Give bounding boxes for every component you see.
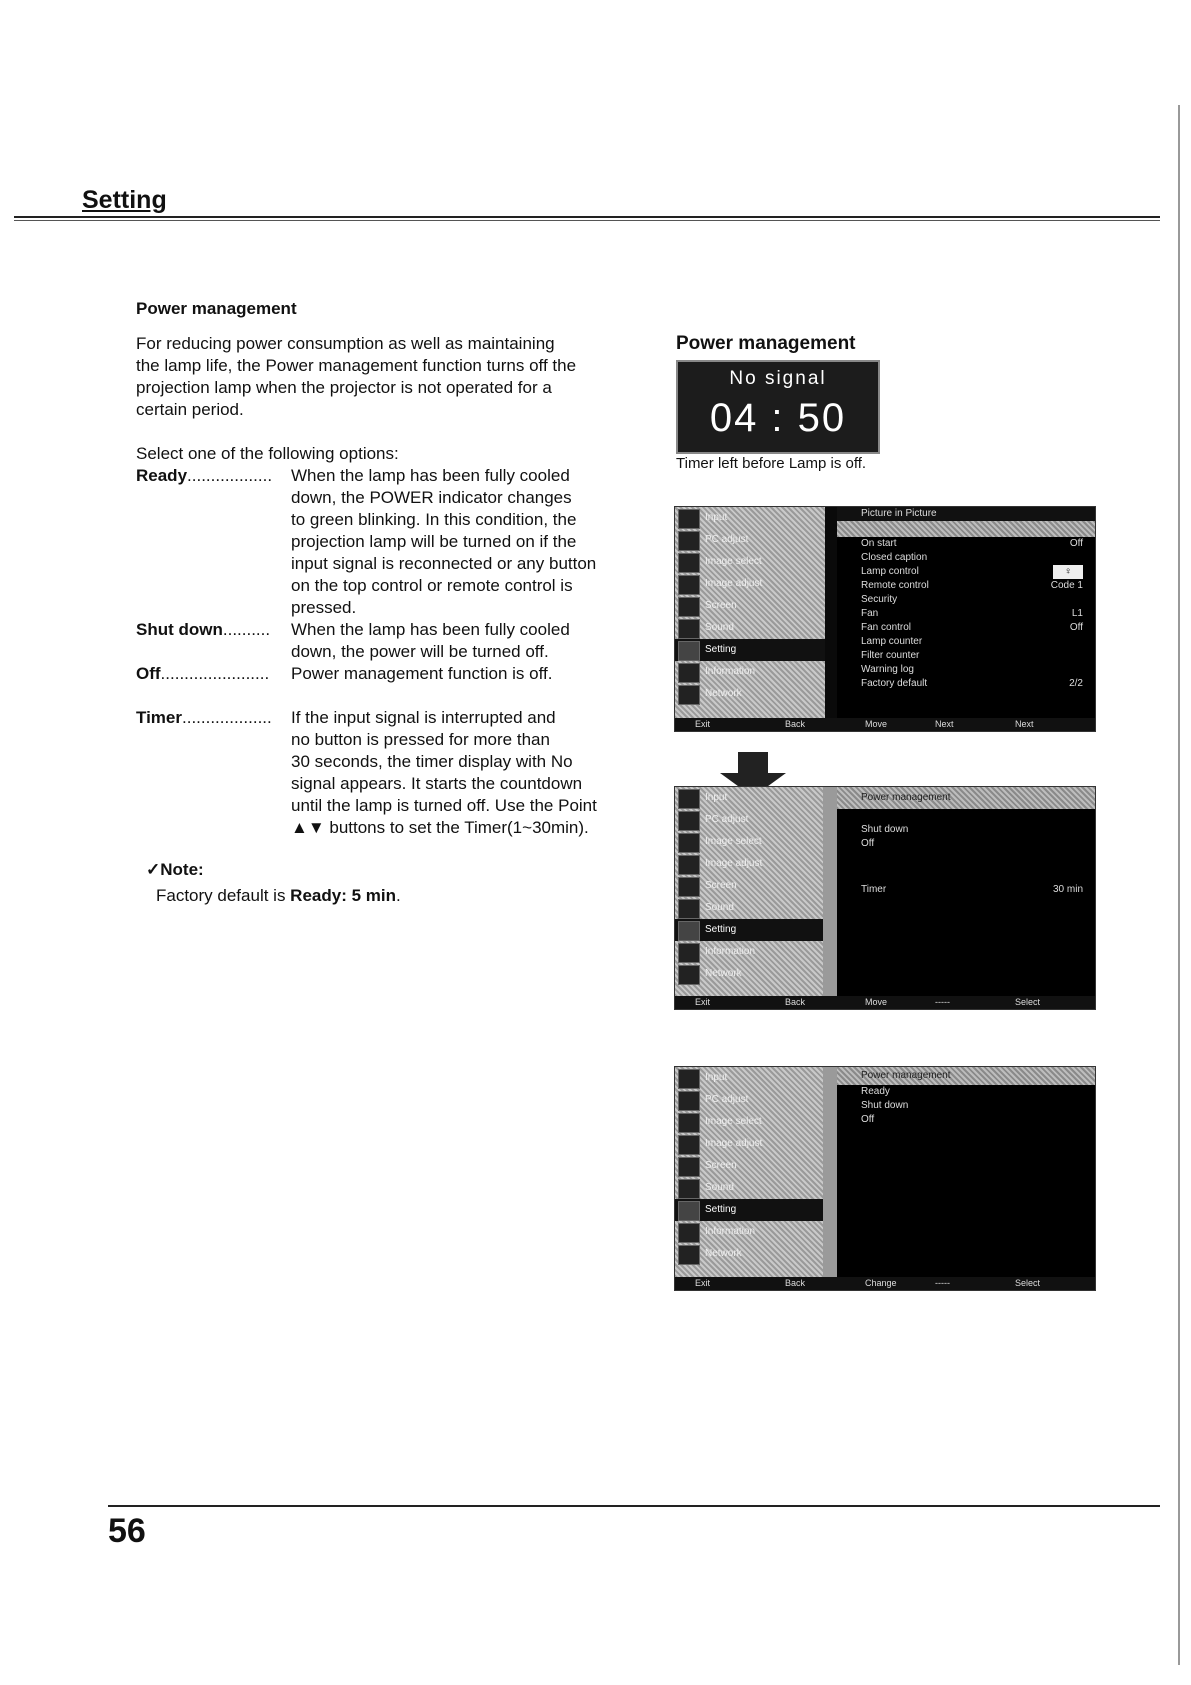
note-text: Factory default is <box>156 886 291 905</box>
panel-spacer <box>837 809 1095 823</box>
desc-line: input signal is reconnected or any button <box>291 554 597 573</box>
network-icon <box>678 965 700 985</box>
term-dots: ....................... <box>160 664 270 683</box>
term-dots: ................... <box>182 708 272 727</box>
sidebar-label: PC adjust <box>705 534 749 545</box>
row-label: Lamp counter <box>861 636 923 647</box>
desc-line: When the lamp has been fully cooled <box>291 620 570 639</box>
menu-row[interactable] <box>837 635 1095 649</box>
sidebar-item-sound[interactable] <box>675 617 825 639</box>
intro-paragraph <box>136 333 656 421</box>
input-icon <box>678 509 700 529</box>
row-label: Filter counter <box>861 650 920 661</box>
row-label: Factory default <box>861 678 928 689</box>
sidebar-item-image-adjust[interactable] <box>675 1133 825 1155</box>
desc-line: If the input signal is interrupted and <box>291 708 556 727</box>
sidebar-label: Input <box>705 512 728 523</box>
menu-panel <box>823 1067 1095 1277</box>
row-value: Code 1 <box>1050 580 1083 591</box>
sidebar-item-sound[interactable] <box>675 1177 825 1199</box>
sidebar-label: Image select <box>705 556 762 567</box>
desc-line: When the lamp has been fully cooled <box>291 466 570 485</box>
menu-row[interactable] <box>837 593 1095 607</box>
row-label: Closed caption <box>861 552 928 563</box>
footer-back: Back <box>785 997 806 1007</box>
desc-line: down, the POWER indicator changes <box>291 488 572 507</box>
row-label: Ready <box>861 1086 890 1097</box>
sidebar-item-network[interactable] <box>675 1243 825 1265</box>
row-label: Security <box>861 594 898 605</box>
sidebar-item-pc-adjust[interactable] <box>675 529 825 551</box>
desc-line: down, the power will be turned off. <box>291 642 549 661</box>
menu-row[interactable] <box>837 551 1095 565</box>
sidebar-label: Network <box>705 968 742 979</box>
option-desc-shutdown <box>291 619 631 663</box>
sidebar-label: Information <box>705 946 756 957</box>
sidebar-item-information[interactable] <box>675 1221 825 1243</box>
screen-icon <box>678 597 700 617</box>
menu-panel <box>823 787 1095 996</box>
footer-exit: Exit <box>695 997 711 1007</box>
menu-screenshot-power-management-options <box>674 1066 1096 1291</box>
row-label: Warning log <box>861 664 914 675</box>
menu-row[interactable] <box>837 565 1095 579</box>
sidebar-label: Network <box>705 1248 742 1259</box>
panel-spacer <box>837 851 1095 883</box>
footer-select: Next <box>1015 719 1034 729</box>
note-bold-value: Ready: 5 min <box>290 886 396 905</box>
panel-heading: Power management <box>837 1067 1095 1085</box>
image-select-icon <box>678 1113 700 1133</box>
row-label: Remote control <box>861 580 929 591</box>
select-text: Select one of the following options: <box>136 444 399 463</box>
row-label: Shut down <box>861 1100 909 1111</box>
option-term-timer <box>136 707 291 729</box>
sidebar-item-screen[interactable] <box>675 1155 825 1177</box>
header-rule-thin <box>14 220 1160 221</box>
menu-screenshot-power-management <box>674 786 1096 1010</box>
footer-next: Next <box>935 719 954 729</box>
sidebar-item-information[interactable] <box>675 661 825 683</box>
sidebar-label: Screen <box>705 1160 737 1171</box>
sidebar-label: Setting <box>705 1204 737 1215</box>
setting-icon <box>678 921 700 941</box>
menu-sidebar <box>675 787 825 996</box>
option-desc-timer <box>291 707 631 839</box>
setting-icon <box>678 1201 700 1221</box>
footer-next: ----- <box>935 997 950 1007</box>
sidebar-item-image-adjust[interactable] <box>675 853 825 875</box>
menu-row[interactable] <box>837 837 1095 851</box>
desc-line: on the top control or remote control is <box>291 576 573 595</box>
section-heading: Power management <box>136 299 297 318</box>
sidebar-item-information[interactable] <box>675 941 825 963</box>
desc-line: to green blinking. In this condition, the <box>291 510 577 529</box>
sidebar-label: Network <box>705 688 742 699</box>
sidebar-label: PC adjust <box>705 814 749 825</box>
desc-line: signal appears. It starts the countdown <box>291 774 583 793</box>
no-signal-label: No signal <box>729 368 827 389</box>
row-label: Shut down <box>861 824 909 835</box>
row-value: Off <box>1069 538 1083 549</box>
sidebar-item-screen[interactable] <box>675 875 825 897</box>
desc-line: ▲▼ buttons to set the Timer(1~30min). <box>291 818 589 837</box>
input-icon <box>678 789 700 809</box>
sidebar-label: Input <box>705 792 728 803</box>
menu-row[interactable] <box>837 823 1095 837</box>
pc-adjust-icon <box>678 1091 700 1111</box>
desc-line: until the lamp is turned off. Use the Point <box>291 796 597 815</box>
intro-line: the lamp life, the Power management function turns off the <box>136 356 577 375</box>
network-icon <box>678 685 700 705</box>
term-label: Ready <box>136 466 188 485</box>
intro-line: For reducing power consumption as well as maintaining <box>136 334 555 353</box>
sidebar-item-image-select[interactable] <box>675 831 825 853</box>
sidebar-item-input[interactable] <box>675 1067 825 1089</box>
menu-footer <box>675 1277 1095 1290</box>
sidebar-item-input[interactable] <box>675 507 825 529</box>
sidebar-label: Information <box>705 1226 756 1237</box>
down-arrow-stem <box>738 752 768 774</box>
menu-footer <box>675 718 1095 731</box>
lamp-control-icon: ♀ <box>1053 565 1083 579</box>
menu-row[interactable] <box>837 1085 1095 1099</box>
panel-heading: Power management <box>837 787 1095 809</box>
sidebar-item-network[interactable] <box>675 683 825 705</box>
term-label: Timer <box>136 708 182 727</box>
footer-change: Change <box>865 1278 897 1288</box>
countdown-timer: 04 : 50 <box>709 396 847 440</box>
information-icon <box>678 663 700 683</box>
term-label: Off <box>136 664 161 683</box>
sound-icon <box>678 1179 700 1199</box>
osd-title: Power management <box>676 333 856 354</box>
image-select-icon <box>678 833 700 853</box>
sidebar-label: Image adjust <box>705 1138 763 1149</box>
page-header-title: Setting <box>82 186 167 214</box>
menu-row[interactable] <box>837 677 1095 691</box>
row-label: Off <box>861 838 875 849</box>
page-edge-line <box>1178 105 1180 1665</box>
sidebar-label: PC adjust <box>705 1094 749 1105</box>
sidebar-item-setting[interactable] <box>675 639 825 661</box>
sidebar-item-network[interactable] <box>675 963 825 985</box>
sidebar-label: Input <box>705 1072 728 1083</box>
sidebar-label: Screen <box>705 600 737 611</box>
row-value: 2/2 <box>1069 678 1083 689</box>
menu-row[interactable] <box>837 607 1095 621</box>
note-suffix: . <box>395 886 401 905</box>
information-icon <box>678 943 700 963</box>
footer-exit: Exit <box>695 1278 711 1288</box>
row-label: Fan <box>861 608 879 619</box>
panel-heading: Picture in Picture <box>837 507 1095 521</box>
sidebar-item-screen[interactable] <box>675 595 825 617</box>
input-icon <box>678 1069 700 1089</box>
footer-next: ----- <box>935 1278 950 1288</box>
row-label: Lamp control <box>861 566 919 577</box>
note-body <box>156 886 401 906</box>
pc-adjust-icon <box>678 811 700 831</box>
panel-heading-pattern <box>837 521 1095 537</box>
sidebar-label: Setting <box>705 924 737 935</box>
pc-adjust-icon <box>678 531 700 551</box>
header-rule <box>14 216 1160 218</box>
footer-move: Move <box>865 997 888 1007</box>
footer-select: Select <box>1015 997 1041 1007</box>
sidebar-item-setting[interactable] <box>675 1199 825 1221</box>
footer-back: Back <box>785 719 806 729</box>
desc-line: pressed. <box>291 598 357 617</box>
menu-row[interactable] <box>837 1113 1095 1127</box>
menu-row[interactable] <box>837 621 1095 635</box>
menu-panel <box>837 507 1095 718</box>
row-label: Off <box>861 1114 875 1125</box>
option-term-off <box>136 663 291 685</box>
menu-footer <box>675 996 1095 1009</box>
menu-row[interactable] <box>837 649 1095 663</box>
menu-row[interactable] <box>837 1099 1095 1113</box>
menu-screenshot-setting <box>674 506 1096 732</box>
row-label: Timer <box>861 884 887 895</box>
image-adjust-icon <box>678 1135 700 1155</box>
image-adjust-icon <box>678 575 700 595</box>
sidebar-label: Image adjust <box>705 578 763 589</box>
sound-icon <box>678 619 700 639</box>
option-desc-ready <box>291 465 631 619</box>
sidebar-label: Sound <box>705 622 734 633</box>
footer-back: Back <box>785 1278 806 1288</box>
desc-line: no button is pressed for more than <box>291 730 550 749</box>
intro-line: projection lamp when the projector is not operated for a <box>136 378 552 397</box>
image-select-icon <box>678 553 700 573</box>
page-number: 56 <box>108 1512 146 1550</box>
row-value: 30 min <box>1052 884 1083 895</box>
term-label: Shut down <box>136 620 223 639</box>
desc-line: projection lamp will be turned on if the <box>291 532 577 551</box>
menu-row[interactable] <box>837 579 1095 593</box>
image-adjust-icon <box>678 855 700 875</box>
desc-line: Power management function is off. <box>291 664 553 683</box>
network-icon <box>678 1245 700 1265</box>
sidebar-label: Setting <box>705 644 737 655</box>
intro-line: certain period. <box>136 400 244 419</box>
option-term-shutdown <box>136 619 291 641</box>
menu-sidebar <box>675 507 825 718</box>
footer-rule <box>108 1505 1160 1507</box>
screen-icon <box>678 1157 700 1177</box>
timer-caption: Timer left before Lamp is off. <box>676 455 867 472</box>
sound-icon <box>678 899 700 919</box>
sidebar-label: Information <box>705 666 756 677</box>
footer-exit: Exit <box>695 719 711 729</box>
row-label: Fan control <box>861 622 912 633</box>
option-desc-off <box>291 663 631 685</box>
sidebar-item-image-select[interactable] <box>675 1111 825 1133</box>
option-term-ready <box>136 465 291 487</box>
sidebar-item-image-adjust[interactable] <box>675 573 825 595</box>
information-icon <box>678 1223 700 1243</box>
sidebar-label: Image select <box>705 1116 762 1127</box>
menu-row[interactable] <box>837 663 1095 677</box>
footer-move: Move <box>865 719 888 729</box>
term-dots: .................. <box>187 466 273 485</box>
sidebar-item-setting[interactable] <box>675 919 825 941</box>
sidebar-item-input[interactable] <box>675 787 825 809</box>
menu-sidebar <box>675 1067 825 1277</box>
sidebar-item-image-select[interactable] <box>675 551 825 573</box>
screen-icon <box>678 877 700 897</box>
row-value: L1 <box>1071 608 1083 619</box>
setting-icon <box>678 641 700 661</box>
sidebar-label: Image select <box>705 836 762 847</box>
menu-row-timer[interactable] <box>837 883 1095 897</box>
note-heading: ✓Note: <box>146 860 204 879</box>
sidebar-label: Sound <box>705 1182 734 1193</box>
row-value: Off <box>1069 622 1083 633</box>
no-signal-display <box>676 360 880 454</box>
row-label: On start <box>861 538 897 549</box>
sidebar-item-sound[interactable] <box>675 897 825 919</box>
sidebar-label: Sound <box>705 902 734 913</box>
sidebar-item-pc-adjust[interactable] <box>675 809 825 831</box>
menu-row[interactable] <box>837 537 1095 551</box>
desc-line: 30 seconds, the timer display with No <box>291 752 573 771</box>
footer-select: Select <box>1015 1278 1041 1288</box>
term-dots: .......... <box>222 620 271 639</box>
sidebar-item-pc-adjust[interactable] <box>675 1089 825 1111</box>
sidebar-label: Screen <box>705 880 737 891</box>
sidebar-label: Image adjust <box>705 858 763 869</box>
